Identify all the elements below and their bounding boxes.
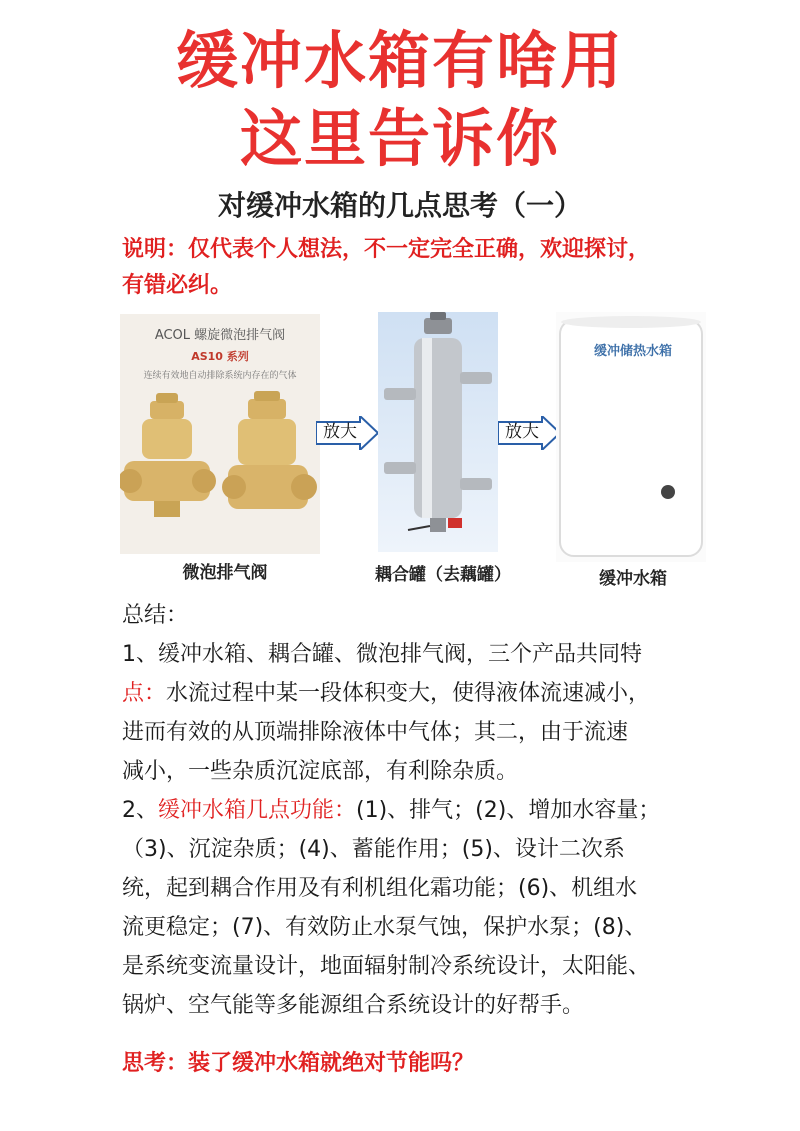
note-line1: 说明：仅代表个人想法，不一定完全正确，欢迎探讨， (122, 237, 651, 262)
p1-line1: 1、缓冲水箱、耦合罐、微泡排气阀，三个产品共同特 (122, 642, 642, 667)
coupling-tank-image (378, 312, 498, 552)
buffer-tank-image (556, 312, 706, 562)
page-title-line2: 这里告诉你 (239, 102, 560, 175)
magnify-label-2: 放大 (505, 422, 539, 442)
p2-line1-rest: (1)、排气；(2)、增加水容量； (356, 798, 661, 823)
p2-line1 (122, 791, 660, 830)
coupling-tank-illustration (378, 312, 498, 552)
p1-line2 (122, 674, 650, 713)
p1-line3: 进而有效的从顶端排除液体中气体；其二，由于流速 (122, 720, 629, 745)
p1-line2-red: 点： (122, 681, 167, 706)
product-panel (120, 312, 700, 587)
p2-line4: 流更稳定；(7)、有效防止水泵气蚀，保护水泵；(8)、 (122, 915, 647, 940)
p2-prefix: 2、 (122, 798, 158, 823)
valve-series: AS10 系列 (191, 350, 249, 363)
p2-line3: 统，起到耦合作用及有利机组化霜功能；(6)、机组水 (122, 876, 638, 901)
p1-line4: 减小，一些杂质沉淀底部，有利除杂质。 (122, 759, 519, 784)
caption-buffer-tank: 缓冲水箱 (599, 569, 667, 589)
magnify-arrow-2 (498, 416, 560, 450)
valve-image (120, 314, 320, 554)
summary-heading: 总结： (122, 603, 189, 628)
note-line2: 有错必纠。 (122, 273, 233, 298)
buffer-tank-label: 缓冲储热水箱 (593, 344, 672, 359)
magnify-arrow-1 (316, 416, 378, 450)
p2-red: 缓冲水箱几点功能： (158, 798, 357, 823)
subtitle: 对缓冲水箱的几点思考（一） (217, 189, 582, 222)
p2-line2: （3)、沉淀杂质；(4)、蓄能作用；(5)、设计二次系 (122, 837, 625, 862)
p2-line6: 锅炉、空气能等多能源组合系统设计的好帮手。 (122, 993, 585, 1018)
caption-valve: 微泡排气阀 (182, 563, 268, 583)
p1-line2-rest: 水流过程中某一段体积变大，使得液体流速减小， (166, 681, 651, 706)
p2-line5: 是系统变流量设计，地面辐射制冷系统设计，太阳能、 (122, 954, 651, 979)
valve-illustration (120, 389, 320, 554)
magnify-label-1: 放大 (323, 422, 357, 442)
page-title-line1: 缓冲水箱有啥用 (175, 24, 624, 97)
valve-desc: 连续有效地自动排除系统内存在的气体 (143, 371, 297, 381)
caption-coupling-tank: 耦合罐（去藕罐） (375, 565, 511, 585)
think-question: 思考：装了缓冲水箱就绝对节能吗？ (122, 1051, 475, 1076)
valve-brand: ACOL 螺旋微泡排气阀 (154, 328, 286, 343)
